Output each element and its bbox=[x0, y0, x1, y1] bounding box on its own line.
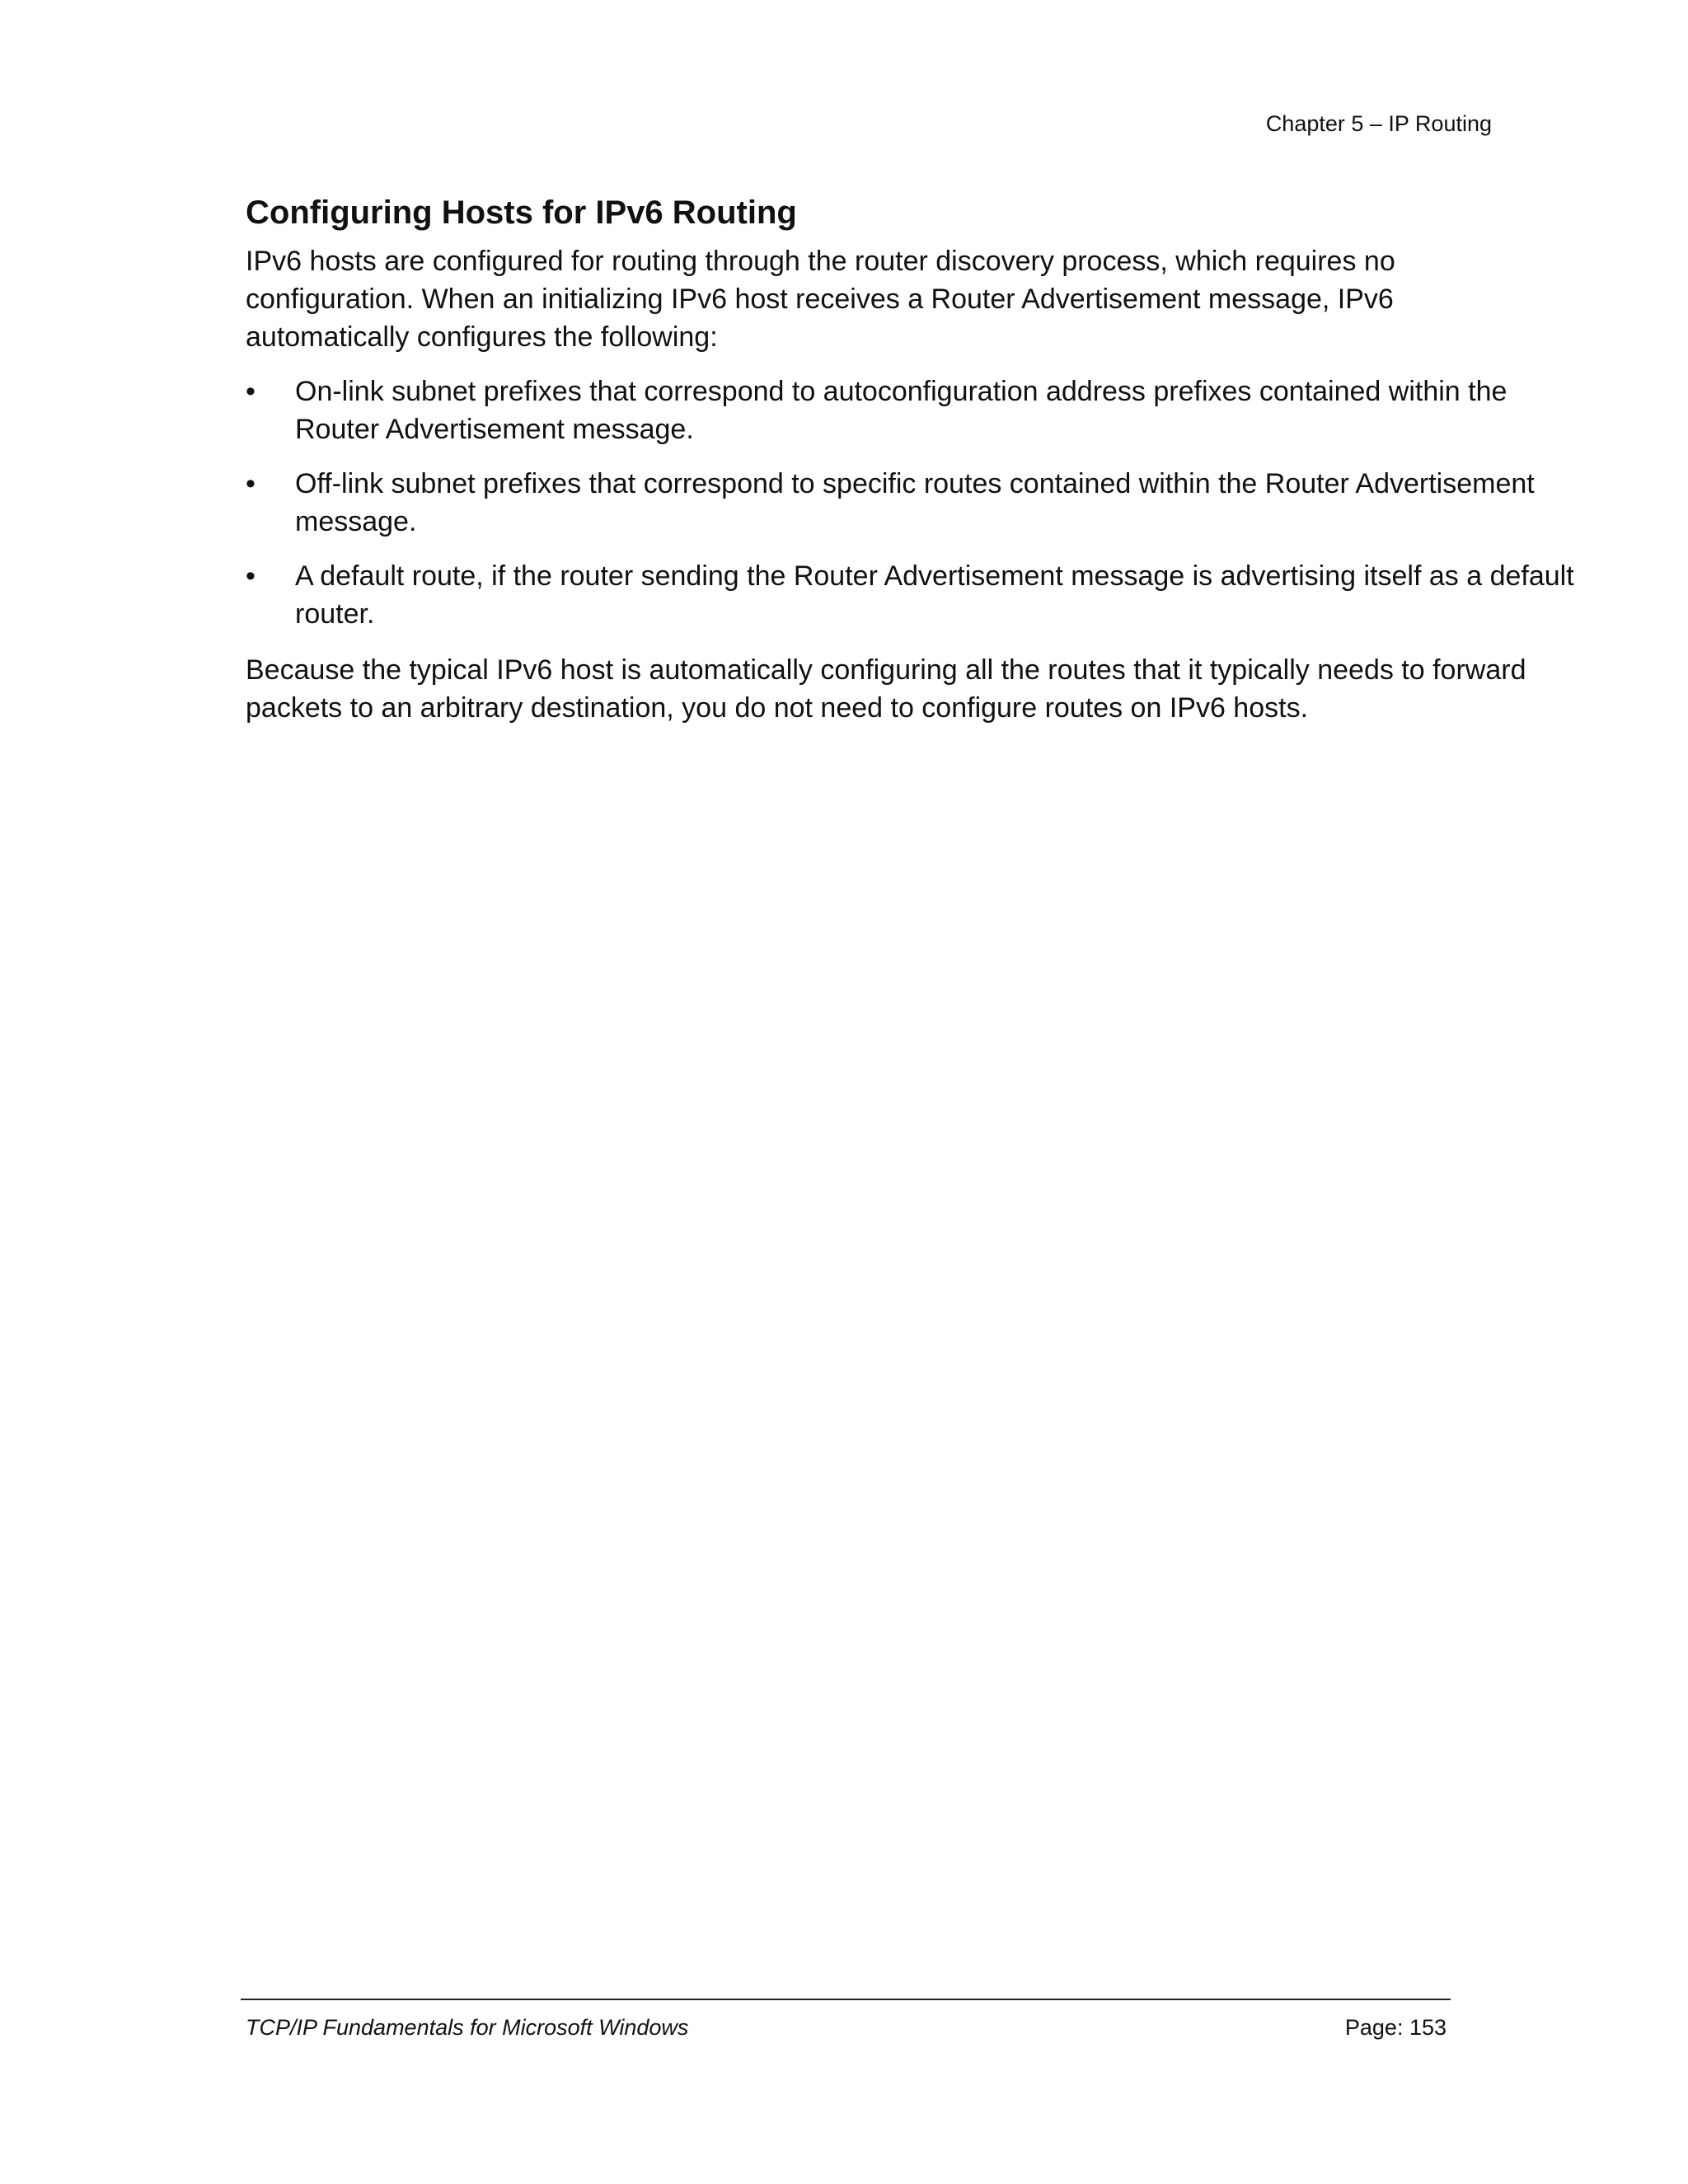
intro-line: IPv6 hosts are configured for routing through the router discovery process, which requires no bbox=[246, 246, 1395, 277]
bullet-icon: • bbox=[246, 468, 256, 499]
bullet-line: Off-link subnet prefixes that correspond to specific routes contained within the Router Advertisement bbox=[295, 468, 1535, 499]
bullet-line: Router Advertisement message. bbox=[295, 414, 694, 445]
closing-paragraph bbox=[246, 651, 1564, 727]
intro-line: automatically configures the following: bbox=[246, 321, 718, 353]
intro-line: configuration. When an initializing IPv6 host receives a Router Advertisement message, IPv6 bbox=[246, 284, 1394, 315]
list-item bbox=[246, 557, 1574, 633]
page-content bbox=[246, 191, 1574, 727]
bullet-line: router. bbox=[295, 598, 375, 630]
footer-book-title: TCP/IP Fundamentals for Microsoft Windows bbox=[246, 2015, 689, 2040]
footer-divider bbox=[241, 1999, 1451, 2000]
bullet-line: message. bbox=[295, 506, 417, 537]
list-item bbox=[246, 373, 1564, 448]
bullet-icon: • bbox=[246, 376, 256, 407]
closing-line: packets to an arbitrary destination, you do not need to configure routes on IPv6 hosts. bbox=[246, 692, 1309, 724]
intro-paragraph bbox=[246, 242, 1564, 356]
bullet-list bbox=[246, 373, 1574, 633]
list-item bbox=[246, 465, 1564, 541]
section-heading: Configuring Hosts for IPv6 Routing bbox=[246, 194, 797, 231]
bullet-line: On-link subnet prefixes that correspond to autoconfiguration address prefixes contained within the bbox=[295, 376, 1507, 407]
bullet-icon: • bbox=[246, 560, 256, 592]
bullet-line: A default route, if the router sending the Router Advertisement message is advertising itself as a default bbox=[295, 560, 1574, 592]
footer-page-number: Page: 153 bbox=[1344, 2015, 1447, 2040]
closing-line: Because the typical IPv6 host is automatically configuring all the routes that it typically needs to forward bbox=[246, 654, 1526, 686]
running-header: Chapter 5 – IP Routing bbox=[1265, 111, 1492, 136]
